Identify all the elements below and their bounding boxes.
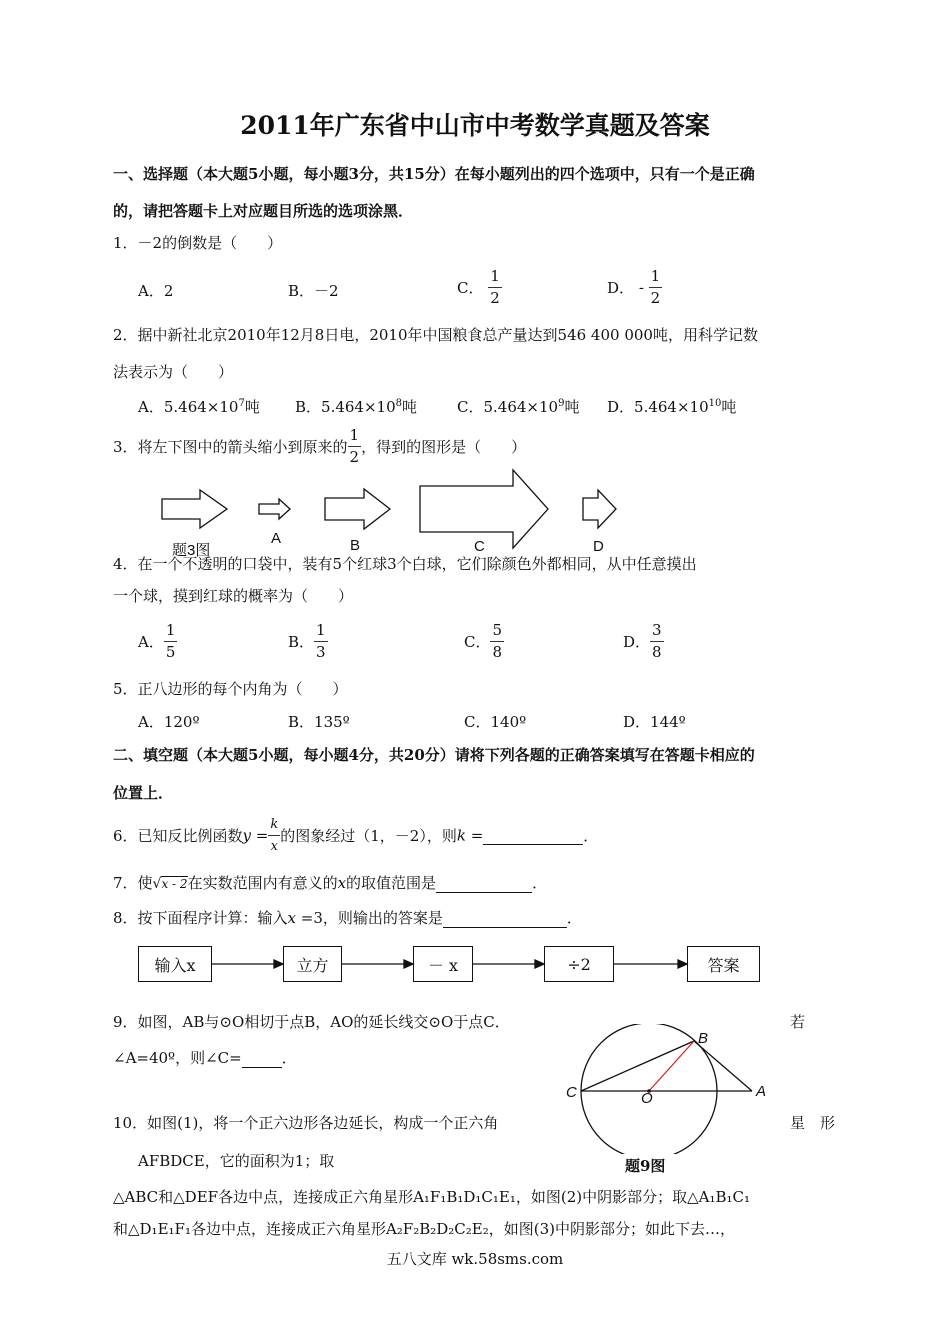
q2-line1: 2．据中新社北京2010年12月8日电，2010年中国粮食总产量达到546 400 000吨，用科学记数 xyxy=(113,326,758,344)
q3-original-arrow xyxy=(162,490,227,528)
line-cb xyxy=(581,1041,694,1091)
q7-answer-blank[interactable] xyxy=(436,876,532,893)
q3-label-d: D xyxy=(593,538,604,555)
q1-c-prefix: C． xyxy=(457,279,484,297)
q9-figure-caption: 题9图 xyxy=(625,1157,666,1175)
q3-arrow-b xyxy=(325,489,390,529)
q5-option-d: D．144º xyxy=(623,713,686,731)
q3-arrow-figure xyxy=(150,462,630,562)
radius-ob xyxy=(649,1041,694,1091)
section2-line2: 位置上． xyxy=(113,784,174,802)
q7-stem: 7．使√x - 2在实数范围内有意义的x的取值范围是 ． xyxy=(113,874,548,892)
q10-line3: △ABC和△DEF各边中点，连接成正六角星形A₁F₁B₁D₁C₁E₁，如图(2)中阴影部分；取△A₁B₁C₁ xyxy=(113,1188,751,1206)
q2-option-d: D．$5.464\times 10^{10}$吨 xyxy=(607,398,737,416)
q5-option-b: B．135º xyxy=(288,713,350,731)
q2-option-b: B．$5.464\times 10^8$吨 xyxy=(295,398,418,416)
q2-line2: 法表示为（ ） xyxy=(113,363,234,381)
section2-line1: 二、填空题（本大题5小题，每小题4分，共20分）请将下列各题的正确答案填写在答题卡相应的 xyxy=(113,746,755,764)
q3-label-b: B xyxy=(350,537,361,554)
q9-line1: 9．如图，AB与⊙O相切于点B，AO的延长线交⊙O于点C． xyxy=(113,1013,510,1031)
q8-answer-blank[interactable] xyxy=(443,911,567,928)
footer-watermark: 五八文库 wk.58sms.com xyxy=(386,1250,564,1268)
q3-label-c: C xyxy=(474,538,485,555)
sqrt-expression: √x - 2 xyxy=(152,876,188,892)
q1-d-sign: - xyxy=(638,278,644,297)
q2-option-c: C．$5.464\times 10^9$吨 xyxy=(457,398,580,416)
q9-line2: ∠A=40º，则∠C= ． xyxy=(113,1049,297,1067)
flow-minus-x-box: － x xyxy=(413,946,473,982)
q3-stem: 3．将左下图中的箭头缩小到原来的 $\frac{1}{2}$ ，得到的图形是（ ） xyxy=(113,426,527,466)
q10-xing: 星 形 xyxy=(790,1114,836,1132)
q1-option-b: B．－2 xyxy=(288,282,339,300)
q3-arrow-a xyxy=(259,499,290,519)
q1-d-fraction: $\frac{1}{2}$ xyxy=(650,267,661,307)
flow-divide-box: ÷2 xyxy=(544,946,614,982)
q6-fraction: $\frac{k}{x}$ xyxy=(270,817,279,854)
q9-circle-figure xyxy=(560,1024,780,1154)
q5-option-a: A．120º xyxy=(138,713,200,731)
q1-option-c xyxy=(457,268,502,307)
q9-label-c: C xyxy=(566,1084,577,1101)
flow-input-box: 输入x xyxy=(138,946,212,982)
q4-option-b: B． $\frac{1}{3}$ xyxy=(288,621,326,661)
q6-stem: 6．已知反比例函数y = $\frac{k}{x}$ 的图象经过（1，－2），则k = ． xyxy=(113,817,599,854)
q4-line2: 一个球，摸到红球的概率为（ ） xyxy=(113,587,354,605)
q4-line1: 4．在一个不透明的口袋中，装有5个红球3个白球，它们除颜色外都相同，从中任意摸出 xyxy=(113,555,697,573)
q5-option-c: C．140º xyxy=(464,713,527,731)
q1-option-a: A．2 xyxy=(138,282,174,300)
q3-figure-caption: 题3图 xyxy=(172,542,211,559)
q4-option-d: D． $\frac{3}{8}$ xyxy=(623,621,662,661)
q9-label-o: O xyxy=(641,1090,653,1107)
q9-label-a: A xyxy=(756,1083,767,1100)
q8-stem: 8．按下面程序计算：输入x =3，则输出的答案是 ． xyxy=(113,909,582,927)
flow-cube-box: 立方 xyxy=(283,946,342,982)
q9-label-b: B xyxy=(698,1030,709,1047)
q4-option-c: C． $\frac{5}{8}$ xyxy=(464,621,503,661)
q1-d-prefix: D． xyxy=(607,279,635,297)
q2-option-a: A．$5.464\times 10^7$吨 xyxy=(138,398,260,416)
q1-option-d xyxy=(607,268,662,307)
line-ba xyxy=(694,1041,752,1091)
q10-line4: 和△D₁E₁F₁各边中点，连接成正六角星形A₂F₂B₂D₂C₂E₂，如图(3)中阴影部分；如此下去…， xyxy=(113,1220,736,1238)
q6-answer-blank[interactable] xyxy=(483,826,583,845)
q10-line2: AFBDCE，它的面积为1；取 xyxy=(138,1152,335,1170)
q3-label-a: A xyxy=(271,530,282,547)
q4-option-a: A． $\frac{1}{5}$ xyxy=(138,621,176,661)
flowchart-arrows xyxy=(0,950,950,980)
q3-arrow-c xyxy=(420,470,548,548)
section1-line1: 一、选择题（本大题5小题，每小题3分，共15分）在每小题列出的四个选项中，只有一个是正确 xyxy=(113,165,755,183)
q3-fraction: $\frac{1}{2}$ xyxy=(349,426,360,466)
page-title: 2011年广东省中山市中考数学真题及答案 xyxy=(240,111,710,140)
q9-ruo: 若 xyxy=(790,1013,806,1031)
q5-stem: 5．正八边形的每个内角为（ ） xyxy=(113,680,348,698)
q1-c-fraction: $\frac{1}{2}$ xyxy=(490,267,500,307)
flow-answer-box: 答案 xyxy=(687,946,760,982)
q1-stem: 1．－2的倒数是（ ） xyxy=(113,234,283,252)
q10-line1: 10．如图(1)，将一个正六边形各边延长，构成一个正六角 xyxy=(113,1114,499,1132)
q9-answer-blank[interactable] xyxy=(242,1051,282,1068)
q3-arrow-d xyxy=(583,490,616,528)
section1-line2: 的，请把答题卡上对应题目所选的选项涂黑． xyxy=(113,202,414,220)
